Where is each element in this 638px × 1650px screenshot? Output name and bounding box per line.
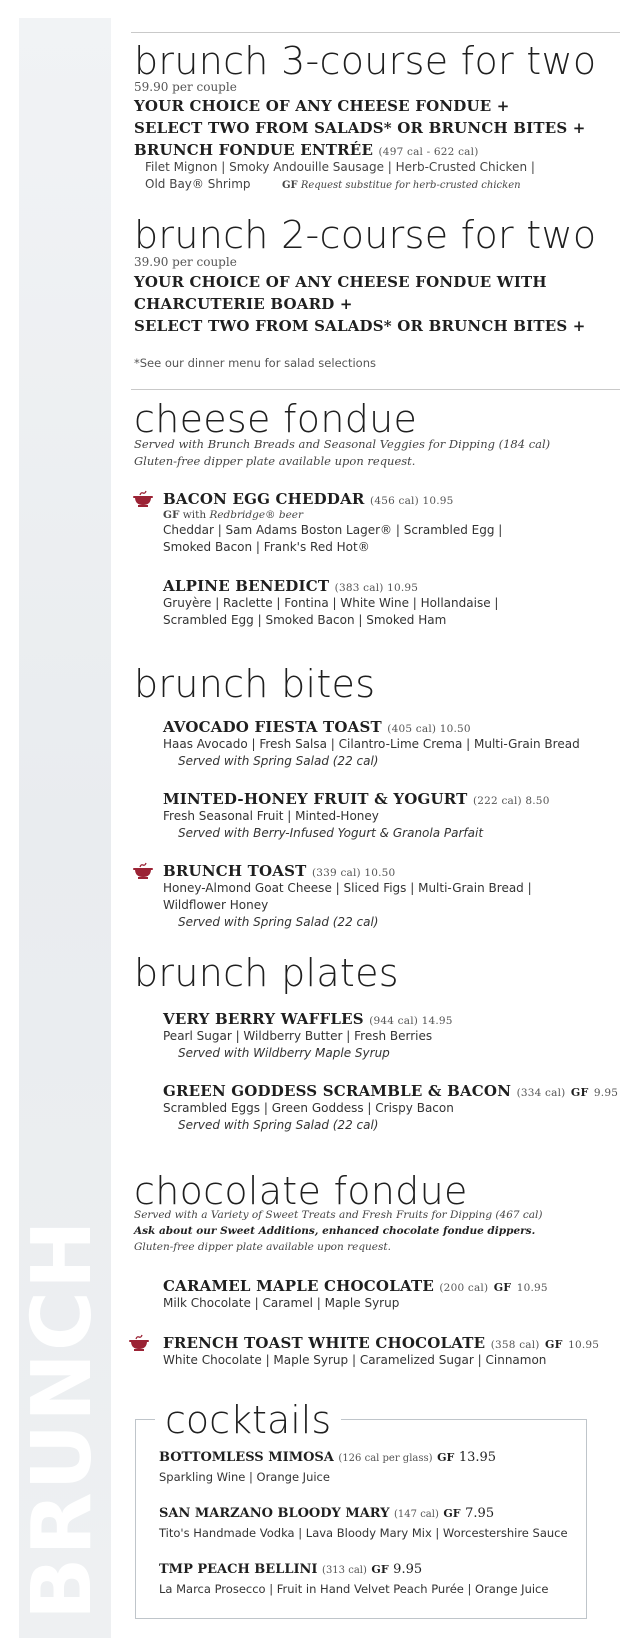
three-course-line1: YOUR CHOICE OF ANY CHEESE FONDUE + (134, 97, 510, 115)
chocolate-fondue-title: chocolate fondue (134, 1169, 468, 1213)
fondue-pot-icon (132, 490, 154, 508)
brunch-plates-title: brunch plates (134, 951, 399, 995)
two-course-line3: SELECT TWO FROM SALADS* OR BRUNCH BITES + (134, 317, 586, 335)
fondue-pot-icon (132, 862, 154, 880)
menu-item: BACON EGG CHEDDAR (456 cal) 10.95 GF with Redbridge® beer Cheddar | Sam Adams Boston Lager® | Scrambled Egg | Smoked Bacon | Frank's Red Hot® (163, 490, 503, 554)
side-label: BRUNCH (15, 1218, 110, 1620)
chocolate-fondue-note2: Ask about our Sweet Additions, enhanced chocolate fondue dippers. (134, 1225, 536, 1237)
menu-item: MINTED-HONEY FRUIT & YOGURT (222 cal) 8.50 Fresh Seasonal Fruit | Minted-Honey Served with Berry-Infused Yogurt & Granola Parfait (163, 790, 550, 840)
chocolate-fondue-note1: Served with a Variety of Sweet Treats and Fresh Fruits for Dipping (467 cal) (134, 1209, 543, 1221)
cheese-fondue-note1: Served with Brunch Breads and Seasonal Veggies for Dipping (184 cal) (134, 437, 551, 451)
three-course-price: 59.90 per couple (134, 80, 237, 94)
three-course-gf-note: GF Request substitue for herb-crusted chicken (282, 180, 521, 191)
section-divider (131, 389, 620, 390)
top-divider (131, 32, 620, 33)
fondue-pot-icon (128, 1334, 150, 1352)
three-course-title: brunch 3-course for two (134, 39, 597, 83)
menu-item: FRENCH TOAST WHITE CHOCOLATE (358 cal) GF 10.95 White Chocolate | Maple Syrup | Caramelized Sugar | Cinnamon (163, 1334, 600, 1367)
cocktails-title: cocktails (155, 1401, 341, 1439)
menu-item: GREEN GODDESS SCRAMBLE & BACON (334 cal) GF 9.95 Scrambled Eggs | Green Goddess | Crispy Bacon Served with Spring Salad (22 cal) (163, 1082, 619, 1132)
salad-footnote: *See our dinner menu for salad selections (134, 356, 376, 370)
cocktail-item: BOTTOMLESS MIMOSA (126 cal per glass) GF 13.95 Sparkling Wine | Orange Juice (159, 1450, 497, 1484)
three-course-options2: Old Bay® Shrimp (145, 177, 251, 191)
two-course-line1: YOUR CHOICE OF ANY CHEESE FONDUE WITH (134, 273, 547, 291)
three-course-line2: SELECT TWO FROM SALADS* OR BRUNCH BITES + (134, 119, 586, 137)
menu-item: ALPINE BENEDICT (383 cal) 10.95 Gruyère | Raclette | Fontina | White Wine | Hollandaise | Scrambled Egg | Smoked Bacon | Smoked Ham (163, 577, 499, 627)
cheese-fondue-title: cheese fondue (134, 397, 418, 441)
cocktail-item: SAN MARZANO BLOODY MARY (147 cal) GF 7.95 Tito's Handmade Vodka | Lava Bloody Mary Mix | Worcestershire Sauce (159, 1506, 568, 1540)
menu-item: VERY BERRY WAFFLES (944 cal) 14.95 Pearl Sugar | Wildberry Butter | Fresh Berries Served with Wildberry Maple Syrup (163, 1010, 453, 1060)
chocolate-fondue-note3: Gluten-free dipper plate available upon request. (134, 1241, 391, 1253)
menu-item: CARAMEL MAPLE CHOCOLATE (200 cal) GF 10.95 Milk Chocolate | Caramel | Maple Syrup (163, 1277, 548, 1310)
cocktail-item: TMP PEACH BELLINI (313 cal) GF 9.95 La Marca Prosecco | Fruit in Hand Velvet Peach Purée | Orange Juice (159, 1562, 549, 1596)
three-course-options1: Filet Mignon | Smoky Andouille Sausage | Herb-Crusted Chicken | (145, 160, 535, 174)
brunch-bites-title: brunch bites (134, 662, 376, 706)
menu-item: BRUNCH TOAST (339 cal) 10.50 Honey-Almond Goat Cheese | Sliced Figs | Multi-Grain Bread | Wildflower Honey Served with Spring Salad (22 cal) (163, 862, 532, 929)
two-course-title: brunch 2-course for two (134, 213, 597, 257)
menu-item: AVOCADO FIESTA TOAST (405 cal) 10.50 Haas Avocado | Fresh Salsa | Cilantro-Lime Crema | Multi-Grain Bread Served with Spring Salad (22 cal) (163, 718, 580, 768)
two-course-line2: CHARCUTERIE BOARD + (134, 295, 353, 313)
two-course-price: 39.90 per couple (134, 255, 237, 269)
cheese-fondue-note2: Gluten-free dipper plate available upon request. (134, 454, 416, 468)
three-course-line3: BRUNCH FONDUE ENTRÉE (497 cal - 622 cal) (134, 141, 479, 159)
